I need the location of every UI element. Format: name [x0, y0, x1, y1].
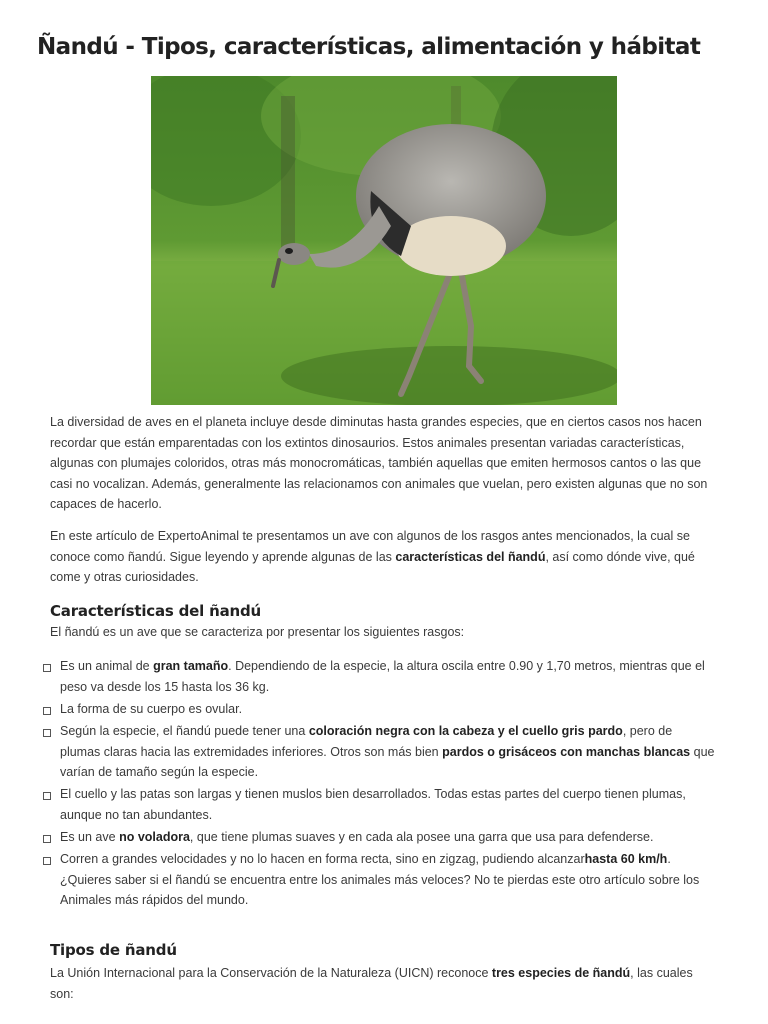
bullet-box-icon: [43, 664, 51, 672]
tipos-paragraph: La Unión Internacional para la Conservación de la Naturaleza (UICN) reconoce tres especies de ñandú, las cuales son:: [50, 965, 693, 1001]
list-item: Corren a grandes velocidades y no lo hacen en forma recta, sino en zigzag, pudiendo alcanzarhasta 60 km/h. ¿Quieres saber si el ñandú se encuentra entre los animales más veloces? No te pierdas este otro artículo sobre los Animales más rápidos del mundo.: [50, 849, 715, 911]
list-item: Según la especie, el ñandú puede tener una coloración negra con la cabeza y el cuello gris pardo, pero de plumas claras hacia las extremidades inferiores. Otros son más bien pardos o grisáceos con manchas blancas que varían de tamaño según la especie.: [50, 721, 715, 783]
list-item: El cuello y las patas son largas y tienen muslos bien desarrollados. Todas estas partes del cuerpo tienen plumas, aunque no tan abundantes.: [50, 784, 715, 825]
bullet-box-icon: [43, 707, 51, 715]
page-title: Ñandú - Tipos, características, alimentación y hábitat: [37, 34, 701, 60]
caracteristicas-link[interactable]: características del ñandú: [395, 549, 546, 564]
intro-paragraph: La diversidad de aves en el planeta incluye desde diminutas hasta grandes especies, que en ciertos casos nos hacen recordar que están emparentadas con los extintos dinosaurios. Estos animales presentan variadas características, algunas con plumajes coloridos, otras más monocromáticas, también aquellas que emiten hermosos cantos o las que casi no vocalizan. Además, generalmente las relacionamos con animales que vuelan, pero existen algunas que no son capaces de hacerlo.: [50, 415, 708, 512]
rhea-photo: [151, 76, 617, 405]
section-intro: El ñandú es un ave que se caracteriza por presentar los siguientes rasgos:: [50, 624, 465, 639]
list-item: La forma de su cuerpo es ovular.: [50, 699, 715, 720]
bullet-box-icon: [43, 729, 51, 737]
bullet-box-icon: [43, 792, 51, 800]
traits-list: [50, 656, 715, 911]
section-heading-caracteristicas: Características del ñandú: [50, 601, 261, 620]
list-item: Es un ave no voladora, que tiene plumas suaves y en cada ala posee una garra que usa para defenderse.: [50, 827, 715, 848]
article-body: [50, 412, 715, 1004]
list-item: Es un animal de gran tamaño. Dependiendo de la especie, la altura oscila entre 0.90 y 1,70 metros, mientras que el peso va desde los 15 hasta los 36 kg.: [50, 656, 715, 697]
article-paragraph: En este artículo de ExpertoAnimal te presentamos un ave con algunos de los rasgos antes mencionados, la cual se conoce como ñandú. Sigue leyendo y aprende algunas de las características del ñandú, así como dónde vive, qué come y otras curiosidades.: [50, 528, 695, 585]
bullet-box-icon: [43, 835, 51, 843]
section-heading-tipos: Tipos de ñandú: [50, 940, 177, 959]
bullet-box-icon: [43, 857, 51, 865]
